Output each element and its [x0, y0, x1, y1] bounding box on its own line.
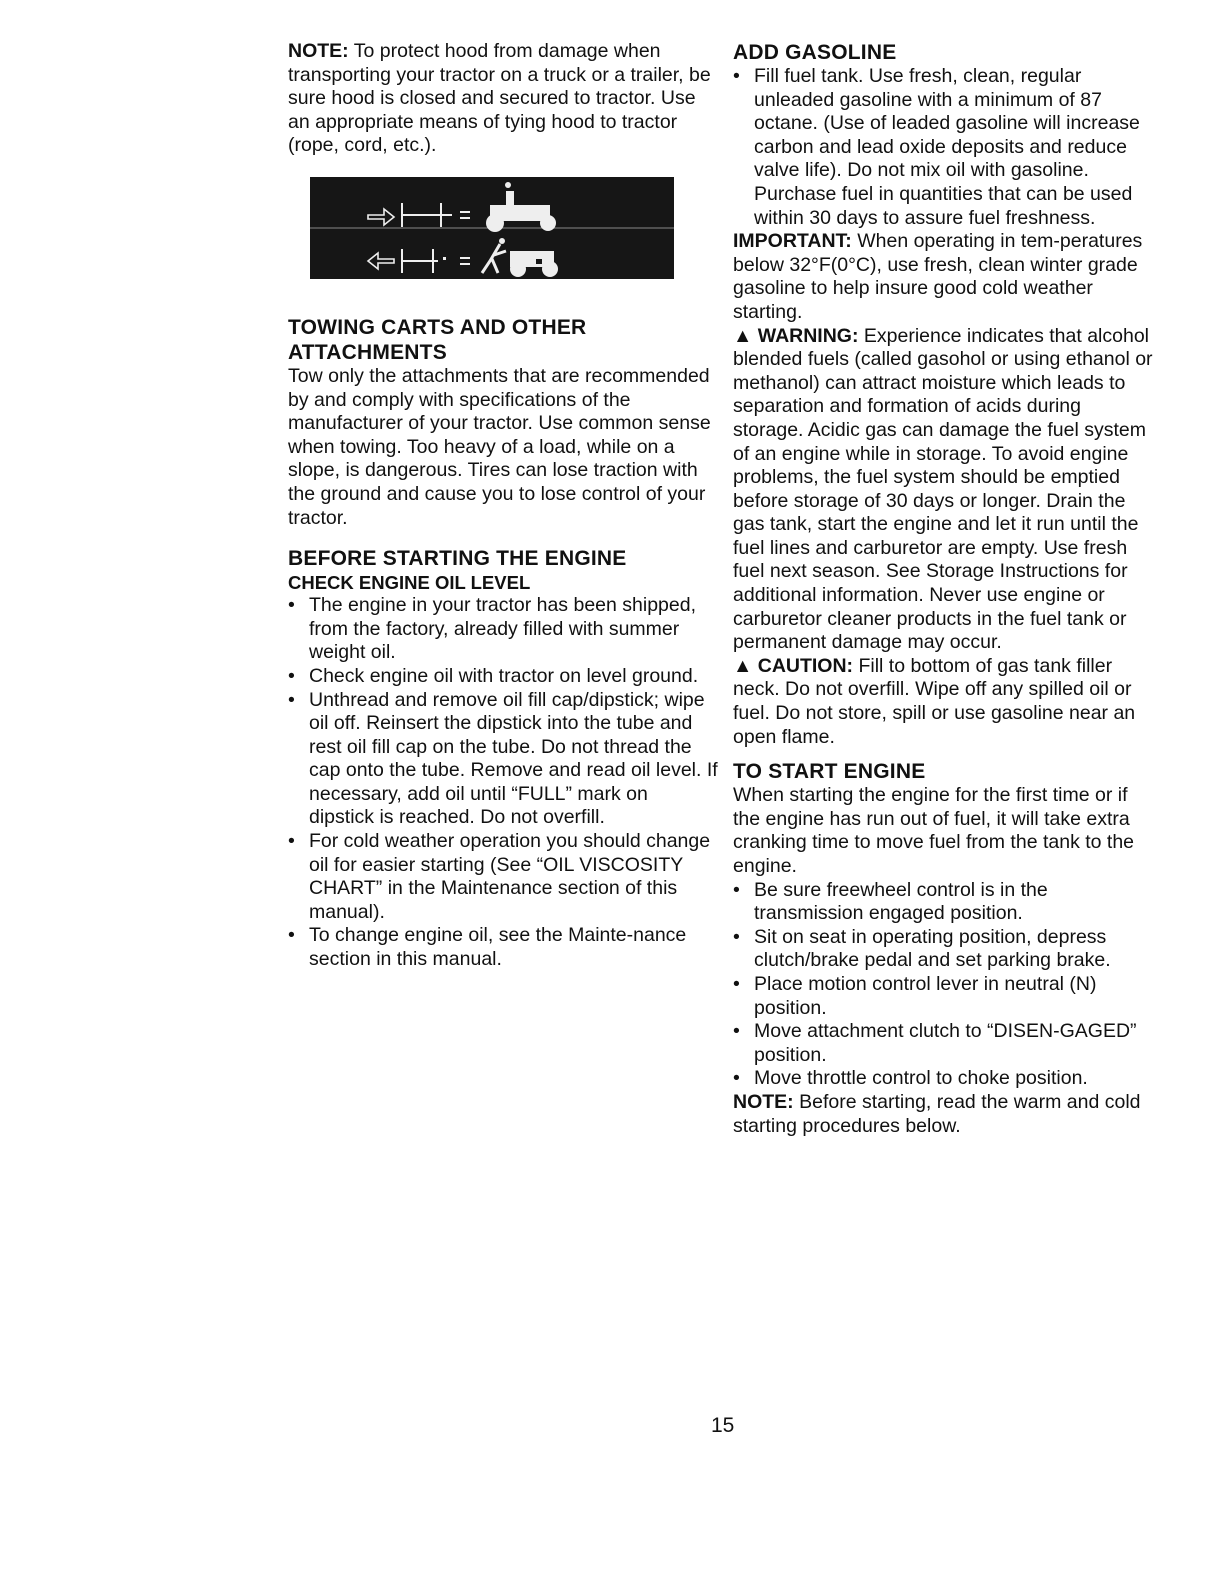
towing-text: Tow only the attachments that are recommended by and comply with specifications of the manufacturer of your tractor. Use common sense when towing. Too heavy of a load, while on a slope, is dangerous. Tires can lose traction with the ground and cause you to lose control of your tractor.	[288, 364, 711, 529]
before-starting-heading: BEFORE STARTING THE ENGINE	[288, 547, 627, 571]
gasoline-list	[733, 65, 1153, 230]
warning-text: Experience indicates that alcohol blended fuels (called gasohol or using ethanol or methanol) can attract moisture which leads to separation and formation of acids during storage. Acidic gas can damage the fuel system of an engine while in storage. To avoid engine problems, the fuel system should be emptied before storage of 30 days or longer. Drain the gas tank, start the engine and let it run until the fuel lines and carburetor are empty. Use fresh fuel next season. See Storage Instructions for additional information. Never use engine or carburetor cleaner products in the fuel tank or permanent damage may occur.	[733, 324, 1153, 654]
list-item: • Move throttle control to choke position.	[733, 1067, 1153, 1091]
important-label: IMPORTANT:	[733, 230, 852, 253]
list-item: • Check engine oil with tractor on level ground.	[288, 665, 718, 689]
list-item: • Be sure freewheel control is in the transmission engaged position.	[733, 879, 1153, 926]
list-item: • To change engine oil, see the Mainte-nance section in this manual.	[288, 924, 718, 971]
caution-note	[733, 655, 1153, 749]
list-item: • Sit on seat in operating position, depress clutch/brake pedal and set parking brake.	[733, 926, 1153, 973]
caution-text: Fill to bottom of gas tank filler neck. Do not overfill. Wipe off any spilled oil or fuel. Do not store, spill or use gasoline near an open flame.	[733, 654, 1136, 748]
important-text: When operating in tem-peratures below 32°F(0°C), use fresh, clean winter grade gasoline to help insure good cold weather starting.	[733, 230, 1143, 323]
note-text: To protect hood from damage when transporting your tractor on a truck or a trailer, be sure hood is closed and secured to tractor. Use an appropriate means of tying hood to tractor (rope, cord, etc.).	[288, 40, 711, 157]
add-gasoline-heading: ADD GASOLINE	[733, 41, 897, 64]
caution-icon: ▲	[733, 654, 753, 677]
list-item: • For cold weather operation you should change oil for easier starting (See “OIL VISCOSITY CHART” in the Maintenance section of this manual).	[288, 830, 718, 924]
caution-label: CAUTION:	[757, 654, 854, 677]
towing-heading-line-1: TOWING CARTS AND OTHER	[288, 315, 587, 339]
start-engine-intro: When starting the engine for the first time or if the engine has run out of fuel, it will take extra cranking time to move fuel from the tank to the engine.	[733, 784, 1135, 877]
start-note	[733, 1091, 1153, 1138]
start-note-text: Before starting, read the warm and cold starting procedures below.	[733, 1090, 1141, 1137]
list-item: • Unthread and remove oil fill cap/dipstick; wipe oil off. Reinsert the dipstick into the tube and rest oil fill cap on the tube. Do not thread the cap onto the tube. Remove and read oil level. If necessary, add oil until “FULL” mark on dipstick is reached. Do not overfill.	[288, 689, 718, 831]
warning-label: WARNING:	[757, 324, 859, 347]
list-item: • Place motion control lever in neutral (N) position.	[733, 973, 1153, 1020]
warning-icon: ▲	[733, 324, 753, 347]
list-item: • Move attachment clutch to “DISEN-GAGED” position.	[733, 1020, 1153, 1067]
note-label: NOTE:	[288, 40, 349, 62]
right-column	[733, 40, 1153, 1138]
start-engine-heading: TO START ENGINE	[733, 760, 926, 784]
start-note-label: NOTE:	[733, 1090, 794, 1113]
tractor-hitch-icon	[310, 177, 674, 279]
hood-note	[288, 40, 718, 158]
page-number: 15	[711, 1414, 735, 1437]
start-engine-list	[733, 879, 1153, 1091]
check-oil-subheading: CHECK ENGINE OIL LEVEL	[288, 572, 531, 594]
list-item: • Fill fuel tank. Use fresh, clean, regular unleaded gasoline with a minimum of 87 octane. (Use of leaded gasoline will increase carbon and lead oxide deposits and reduce valve life). Do not mix oil with gasoline. Purchase fuel in quantities that can be used within 30 days to assure fuel freshness.	[733, 65, 1153, 230]
important-note	[733, 230, 1153, 324]
warning-note	[733, 325, 1153, 655]
hitch-illustration	[310, 177, 674, 279]
oil-check-list	[288, 594, 718, 972]
left-column	[288, 40, 718, 972]
towing-heading-line-2: ATTACHMENTS	[288, 340, 447, 364]
towing-heading	[288, 315, 718, 365]
list-item: • The engine in your tractor has been shipped, from the factory, already filled with summer weight oil.	[288, 594, 718, 665]
